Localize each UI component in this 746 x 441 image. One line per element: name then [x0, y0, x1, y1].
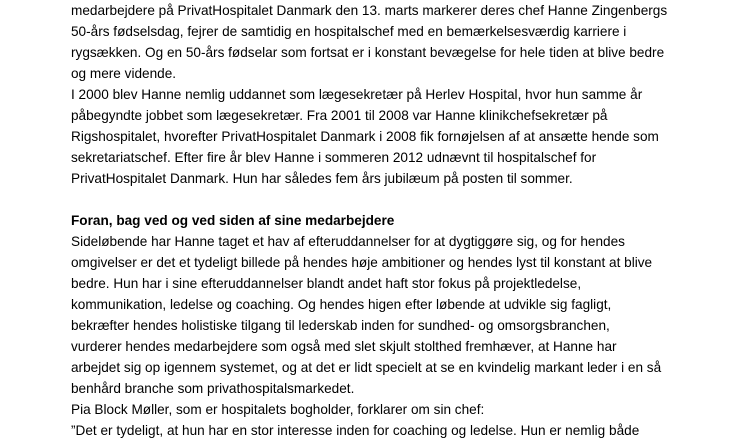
- paragraph-career: [71, 84, 741, 189]
- text-line: PrivatHospitalet Danmark. Hun har således fem års jubilæum på posten til sommer.: [71, 171, 573, 186]
- text-line: medarbejdere på PrivatHospitalet Danmark den 13. marts markerer deres chef Hanne Zingenbergs: [71, 3, 668, 18]
- section-heading: Foran, bag ved og ved siden af sine medarbejdere: [71, 213, 395, 228]
- text-line: 50-års fødselsdag, fejrer de samtidig en hospitalschef med en bemærkelsesværdig karriere i: [71, 24, 627, 39]
- paragraph-quote: [71, 399, 741, 441]
- text-line: vurderer hendes medarbejdere som også med slet skjult stolthed fremhæver, at Hanne har: [71, 339, 617, 354]
- text-line: bekræfter hendes holistiske tilgang til lederskab inden for sundhed- og omsorgsbranchen,: [71, 318, 610, 333]
- text-line: kommunikation, ledelse og coaching. Og hendes higen efter løbende at udvikle sig fagligt,: [71, 297, 612, 312]
- paragraph-birthday: [71, 0, 741, 84]
- text-line: I 2000 blev Hanne nemlig uddannet som lægesekretær på Herlev Hospital, hvor hun samme år: [71, 87, 643, 102]
- document-body: [71, 0, 741, 441]
- paragraph-education: [71, 231, 741, 399]
- text-line: Sideløbende har Hanne taget et hav af efteruddannelser for at dygtiggøre sig, og for hendes: [71, 234, 625, 249]
- text-line: sekretariatschef. Efter fire år blev Hanne i sommeren 2012 udnævnt til hospitalschef for: [71, 150, 597, 165]
- text-line: Pia Block Møller, som er hospitalets bogholder, forklarer om sin chef:: [71, 402, 485, 417]
- text-line: bedre. Hun har i sine efteruddannelser blandt andet haft stor fokus på projektledelse,: [71, 276, 582, 291]
- text-line: omgivelser er det et tydeligt billede på hendes høje ambitioner og hendes lyst til konstant at blive: [71, 255, 653, 270]
- text-line: benhård branche som privathospitalsmarkedet.: [71, 381, 355, 396]
- text-line: arbejdet sig op igennem systemet, og at det er lidt specielt at se en kvindelig markant leder i en så: [71, 360, 662, 375]
- text-line: ”Det er tydeligt, at hun har en stor interesse inden for coaching og ledelse. Hun er nemlig både: [71, 423, 640, 438]
- paragraph-spacer: [71, 189, 741, 210]
- text-line: og mere vidende.: [71, 66, 177, 81]
- text-line: rygsækken. Og en 50-års fødselar som fortsat er i konstant bevægelse for hele tiden at blive bedre: [71, 45, 665, 60]
- text-line: Rigshospitalet, hvorefter PrivatHospitalet Danmark i 2008 fik fornøjelsen af at ansætte hende som: [71, 129, 659, 144]
- text-line: påbegyndte jobbet som lægesekretær. Fra 2001 til 2008 var Hanne klinikchefsekretær på: [71, 108, 608, 123]
